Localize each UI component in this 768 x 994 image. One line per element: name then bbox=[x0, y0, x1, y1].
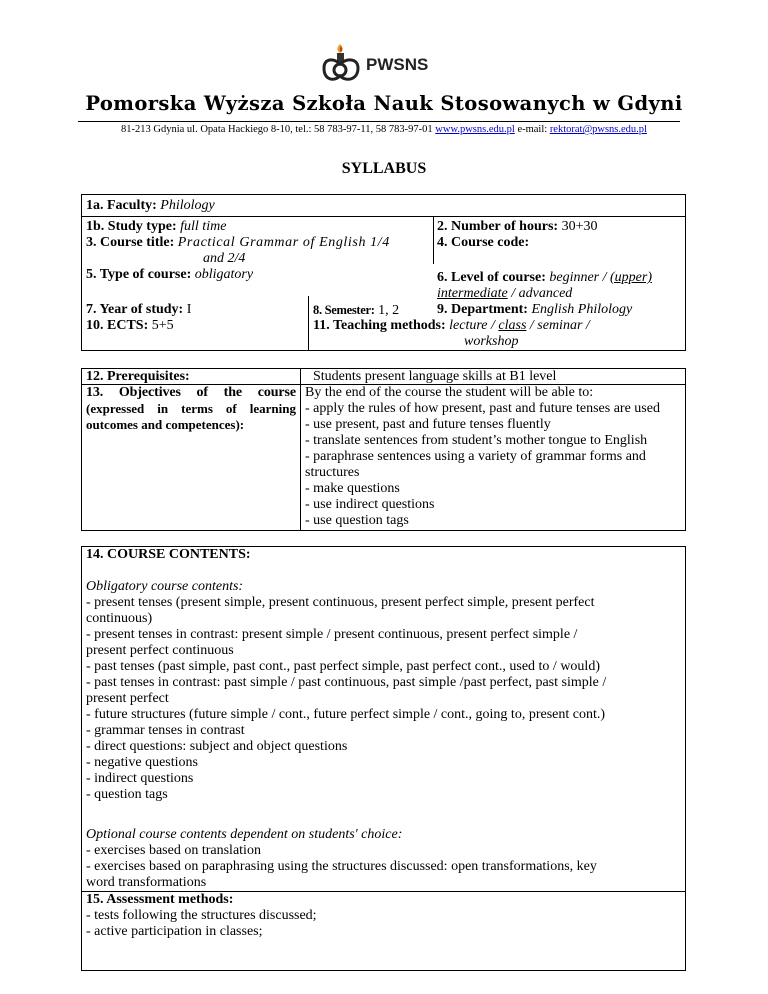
list-item: - tests following the structures discussed; bbox=[86, 908, 317, 923]
list-item: - exercises based on translation bbox=[86, 843, 261, 858]
email-label: e-mail: bbox=[517, 124, 548, 135]
list-item: - exercises based on paraphrasing using the structures discussed: open transformations, key bbox=[86, 859, 597, 874]
list-item: - present tenses (present simple, present continuous, present perfect simple, present perfect bbox=[86, 595, 595, 610]
page-title: SYLLABUS bbox=[341, 160, 427, 177]
course-type-field: 5. Type of course: obligatory bbox=[86, 267, 254, 282]
list-item: - grammar tenses in contrast bbox=[86, 723, 245, 738]
list-item: - question tags bbox=[86, 787, 168, 802]
list-item: - negative questions bbox=[86, 755, 198, 770]
department-field: 9. Department: English Philology bbox=[437, 302, 633, 317]
logo-text: PWSNS bbox=[366, 55, 429, 74]
semester-field: 8. Semester: 1, 2 bbox=[313, 303, 400, 318]
address-text: 81-213 Gdynia ul. Opata Hackiego 8-10, tel.: 58 783-97-11, 58 783-97-01 bbox=[121, 124, 433, 135]
list-item: present perfect continuous bbox=[86, 643, 234, 658]
study-type-field: 1b. Study type: full time bbox=[86, 219, 227, 234]
pwsns-logo bbox=[318, 42, 458, 88]
column-divider bbox=[308, 296, 309, 351]
obligatory-heading: Obligatory course contents: bbox=[86, 579, 244, 594]
assessment-list bbox=[86, 908, 686, 940]
level-field: 6. Level of course: beginner / (upper) bbox=[437, 270, 653, 285]
list-item: By the end of the course the student will be able to: bbox=[305, 385, 594, 400]
institution-address bbox=[0, 124, 768, 135]
list-item: - use indirect questions bbox=[305, 497, 435, 512]
column-divider bbox=[433, 216, 434, 264]
optional-contents-list bbox=[86, 843, 686, 891]
prerequisites-value: Students present language skills at B1 level bbox=[313, 369, 557, 384]
list-item: - use present, past and future tenses fluently bbox=[305, 417, 551, 432]
list-item: - past tenses (past simple, past cont., past perfect simple, past perfect cont., used to / would) bbox=[86, 659, 600, 674]
institution-name: Pomorska Wyższa Szkoła Nauk Stosowanych w Gdyni bbox=[85, 92, 683, 115]
objectives-label: 13. Objectives of the course (expressed in terms of learning outcomes and competences): bbox=[86, 385, 296, 432]
list-item: structures bbox=[305, 465, 360, 480]
list-item: - past tenses in contrast: past simple / past continuous, past simple /past perfect, past simple / bbox=[86, 675, 607, 690]
year-field: 7. Year of study: I bbox=[86, 302, 192, 317]
list-item: - make questions bbox=[305, 481, 400, 496]
course-contents-heading: 14. COURSE CONTENTS: bbox=[86, 547, 251, 562]
website-link[interactable]: www.pwsns.edu.pl bbox=[435, 124, 515, 135]
list-item: - paraphrase sentences using a variety of grammar forms and bbox=[305, 449, 646, 464]
teaching-methods-field: 11. Teaching methods: lecture / class / seminar / bbox=[313, 318, 590, 333]
optional-heading: Optional course contents dependent on students' choice: bbox=[86, 827, 403, 842]
course-title-continuation: and 2/4 bbox=[203, 251, 246, 266]
assessment-heading: 15. Assessment methods: bbox=[86, 892, 234, 907]
list-item: - future structures (future simple / cont., future perfect simple / cont., going to, present cont.) bbox=[86, 707, 606, 722]
course-title-field: 3. Course title: Practical Grammar of English 1/4 bbox=[86, 235, 390, 250]
header-divider bbox=[78, 121, 680, 122]
row-divider bbox=[81, 216, 686, 217]
column-divider bbox=[300, 368, 301, 531]
obligatory-contents-list bbox=[86, 595, 686, 803]
list-item: - indirect questions bbox=[86, 771, 194, 786]
email-link[interactable]: rektorat@pwsns.edu.pl bbox=[549, 124, 647, 135]
objectives-list bbox=[305, 385, 683, 529]
course-code-field: 4. Course code: bbox=[437, 235, 530, 250]
hours-field: 2. Number of hours: 30+30 bbox=[437, 219, 598, 234]
ects-field: 10. ECTS: 5+5 bbox=[86, 318, 174, 333]
logo-emblem-icon bbox=[318, 42, 366, 88]
list-item: - direct questions: subject and object questions bbox=[86, 739, 348, 754]
list-item: - use question tags bbox=[305, 513, 409, 528]
list-item: - active participation in classes; bbox=[86, 924, 263, 939]
prerequisites-label: 12. Prerequisites: bbox=[86, 369, 190, 384]
faculty-field: 1a. Faculty: Philology bbox=[86, 198, 215, 213]
list-item: - present tenses in contrast: present simple / present continuous, present perfect simple / bbox=[86, 627, 578, 642]
list-item: continuous) bbox=[86, 611, 153, 626]
list-item: - apply the rules of how present, past and future tenses are used bbox=[305, 401, 660, 416]
list-item: word transformations bbox=[86, 875, 207, 890]
list-item: - translate sentences from student’s mother tongue to English bbox=[305, 433, 648, 448]
level-field-continuation: intermediate / advanced bbox=[437, 286, 573, 301]
teaching-methods-continuation: workshop bbox=[464, 334, 519, 349]
list-item: present perfect bbox=[86, 691, 169, 706]
